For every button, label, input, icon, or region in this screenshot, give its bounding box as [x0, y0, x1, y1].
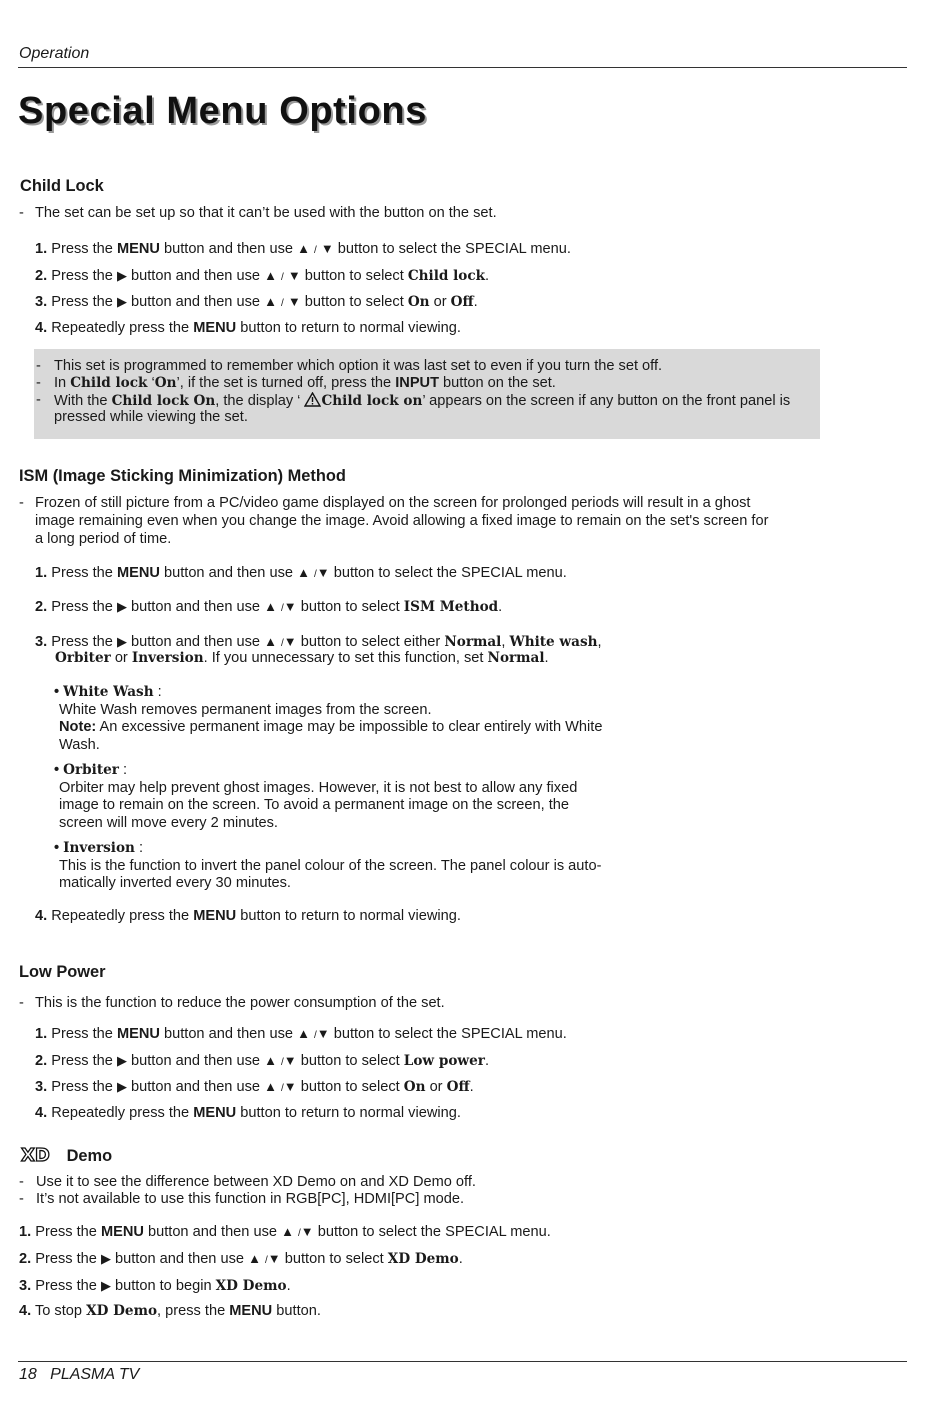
right-arrow-icon: ▶ — [100, 1251, 111, 1266]
step-number: 4. — [35, 1105, 48, 1121]
step-text: . — [485, 268, 490, 284]
menu-key-label: MENU — [116, 241, 160, 257]
down-arrow-icon: ▼ — [300, 1224, 314, 1239]
option-label: XD Demo — [215, 1278, 287, 1294]
slash-separator: / — [281, 298, 284, 309]
bullet-title: Inversion — [63, 840, 135, 856]
dash: - — [36, 392, 41, 408]
child-lock-step-1 — [35, 240, 571, 260]
step-text: button and then use — [126, 1079, 265, 1095]
up-arrow-icon: ▲ — [297, 241, 310, 256]
down-arrow-icon: ▼ — [283, 1053, 297, 1068]
step-text: button and then use — [126, 1053, 265, 1069]
xd-demo-heading-text: Demo — [66, 1147, 113, 1165]
note-text: button on the set. — [439, 375, 556, 391]
up-arrow-icon: ▲ — [264, 1053, 277, 1068]
step-text: button and then use — [159, 241, 298, 257]
right-arrow-icon: ▶ — [116, 599, 127, 614]
option-label: Child lock — [407, 268, 486, 284]
step-text: , — [597, 634, 602, 650]
step-text: To stop — [34, 1303, 87, 1319]
option-label: XD Demo — [86, 1303, 158, 1319]
low-power-step-2 — [35, 1052, 489, 1072]
dash: - — [19, 205, 24, 221]
step-text: button and then use — [143, 1224, 282, 1240]
step-text: Press the — [51, 634, 117, 650]
colon: : — [118, 762, 128, 778]
dash: - — [19, 1174, 24, 1190]
menu-key-label: MENU — [193, 1105, 237, 1121]
step-text: , — [501, 634, 510, 650]
option-label: Orbiter — [55, 650, 111, 666]
option-label: On — [407, 294, 430, 310]
option-label: XD Demo — [387, 1251, 459, 1267]
option-label: Off — [446, 1079, 470, 1095]
step-number: 1. — [19, 1224, 32, 1240]
step-number: 1. — [35, 1026, 48, 1042]
step-number: 3. — [35, 634, 48, 650]
step-number: 2. — [35, 1053, 48, 1069]
down-arrow-icon: ▼ — [283, 1079, 297, 1094]
step-text: button and then use — [159, 1026, 298, 1042]
child-lock-note-box — [34, 349, 820, 439]
step-text: Press the — [51, 565, 117, 581]
up-arrow-icon: ▲ — [281, 1224, 294, 1239]
dash: - — [36, 358, 41, 374]
right-arrow-icon: ▶ — [100, 1278, 111, 1293]
dash: - — [19, 495, 24, 511]
slash-separator: / — [281, 638, 284, 649]
slash-separator: / — [281, 1083, 284, 1094]
ism-intro-line: image remaining even when you change the image. Avoid allowing a fixed image to remain on the set's screen for — [35, 513, 769, 529]
down-arrow-icon: ▼ — [287, 294, 301, 309]
bullet-text: screen will move every 2 minutes. — [59, 814, 278, 831]
note-text: , the display ‘ — [215, 393, 305, 409]
note-text: ’ appears on the screen if any button on the front panel is — [422, 393, 791, 409]
xd-demo-heading — [20, 1146, 112, 1166]
down-arrow-icon: ▼ — [283, 599, 297, 614]
ism-step-3-line-2 — [55, 650, 549, 668]
ism-step-1 — [35, 564, 567, 584]
step-text: button and then use — [110, 1251, 249, 1267]
header-rule — [18, 67, 907, 68]
step-text: Repeatedly press the — [51, 1105, 194, 1121]
ism-step-4 — [35, 908, 461, 926]
step-text: button and then use — [131, 599, 265, 615]
bullet-text: White Wash removes permanent images from the screen. — [59, 701, 432, 718]
header-section-label: Operation — [19, 45, 90, 62]
bullet-inversion — [54, 840, 601, 893]
bullet-dot: • — [54, 840, 60, 856]
note-text: With the — [54, 393, 112, 409]
child-lock-step-3 — [35, 293, 478, 313]
up-arrow-icon: ▲ — [248, 1251, 261, 1266]
menu-key-label: MENU — [100, 1224, 144, 1240]
menu-key-label: MENU — [193, 908, 237, 924]
xd-demo-step-1 — [19, 1223, 551, 1243]
child-lock-step-4 — [35, 320, 461, 338]
dash: - — [19, 1191, 24, 1207]
bullet-title: White Wash — [63, 684, 154, 700]
step-text: or — [425, 1079, 447, 1095]
slash-separator: / — [298, 1228, 301, 1239]
option-label: ISM Method — [403, 599, 499, 615]
dash: - — [19, 995, 24, 1011]
slash-separator: / — [281, 272, 284, 283]
note-text: ‘ — [147, 375, 155, 391]
low-power-step-1 — [35, 1025, 567, 1045]
menu-key-label: MENU — [193, 320, 237, 336]
option-label: Child lock — [70, 375, 148, 391]
down-arrow-icon: ▼ — [283, 634, 297, 649]
down-arrow-icon: ▼ — [320, 241, 334, 256]
menu-key-label: MENU — [116, 1026, 160, 1042]
down-arrow-icon: ▼ — [316, 1026, 330, 1041]
xd-logo-icon — [20, 1146, 62, 1164]
step-text: button. — [272, 1303, 321, 1319]
step-text: button to select — [284, 1251, 388, 1267]
step-text: button and then use — [131, 634, 265, 650]
option-label: Off — [450, 294, 474, 310]
xd-demo-intro-text: It’s not available to use this function in RGB[PC], HDMI[PC] mode. — [36, 1191, 465, 1207]
bullet-text: An excessive permanent image may be impossible to clear entirely with White — [96, 719, 603, 735]
option-label: On — [403, 1079, 426, 1095]
step-text: . If you unnecessary to set this function, set — [203, 650, 488, 666]
xd-demo-step-2 — [19, 1250, 463, 1270]
step-text: . — [286, 1278, 291, 1294]
xd-demo-step-3 — [19, 1277, 291, 1296]
slash-separator: / — [281, 603, 284, 614]
down-arrow-icon: ▼ — [287, 268, 301, 283]
step-text: . — [458, 1251, 463, 1267]
menu-key-label: MENU — [229, 1303, 273, 1319]
slash-separator: / — [265, 1255, 268, 1266]
bullet-dot: • — [54, 684, 60, 700]
step-text: Press the — [51, 294, 117, 310]
step-number: 3. — [19, 1278, 32, 1294]
note-label: Note: — [59, 719, 97, 735]
xd-demo-step-4 — [19, 1303, 321, 1321]
ism-step-2 — [35, 598, 502, 618]
right-arrow-icon: ▶ — [116, 634, 127, 649]
up-arrow-icon: ▲ — [264, 268, 277, 283]
note-text: In — [54, 375, 71, 391]
step-text: Press the — [35, 1224, 101, 1240]
low-power-step-4 — [35, 1105, 461, 1123]
bullet-text: This is the function to invert the panel colour of the screen. The panel colour is auto- — [59, 857, 602, 874]
step-number: 3. — [35, 1079, 48, 1095]
menu-key-label: MENU — [116, 565, 160, 581]
option-label: Child lock on — [321, 393, 423, 409]
step-number: 4. — [35, 908, 48, 924]
step-text: button to select — [296, 599, 404, 615]
xd-demo-intro-text: Use it to see the difference between XD Demo on and XD Demo off. — [36, 1174, 476, 1190]
step-number: 2. — [19, 1251, 32, 1267]
low-power-step-3 — [35, 1078, 474, 1098]
colon: : — [134, 840, 144, 856]
note-line-4: pressed while viewing the set. — [54, 409, 248, 425]
input-key-label: INPUT — [395, 375, 439, 391]
option-label: On — [154, 375, 177, 391]
slash-separator: / — [281, 1057, 284, 1068]
option-label: Inversion — [131, 650, 204, 666]
step-number: 1. — [35, 565, 48, 581]
step-number: 4. — [35, 320, 48, 336]
bullet-orbiter — [54, 762, 577, 832]
step-text: button to begin — [110, 1278, 216, 1294]
step-text: button to return to normal viewing. — [236, 320, 461, 336]
bullet-text: Orbiter may help prevent ghost images. However, it is not best to allow any fixed — [59, 779, 578, 796]
step-text: button to select — [300, 294, 408, 310]
xd-logo-text: XD — [21, 1146, 50, 1164]
step-text: button to select either — [296, 634, 445, 650]
low-power-intro-text: This is the function to reduce the power consumption of the set. — [35, 995, 445, 1011]
child-lock-heading: Child Lock — [20, 177, 104, 195]
up-arrow-icon: ▲ — [264, 599, 277, 614]
down-arrow-icon: ▼ — [316, 565, 330, 580]
bullet-dot: • — [54, 762, 60, 778]
step-text: button and then use — [126, 268, 265, 284]
note-text: ’, if the set is turned off, press the — [176, 375, 396, 391]
step-text: button to select — [300, 1053, 404, 1069]
right-arrow-icon: ▶ — [116, 1079, 127, 1094]
bullet-title: Orbiter — [63, 762, 119, 778]
option-label: Normal — [444, 634, 502, 650]
step-text: Press the — [51, 1079, 117, 1095]
slash-separator: / — [314, 569, 317, 580]
step-text: button to return to normal viewing. — [236, 1105, 461, 1121]
step-text: button to select — [300, 1079, 404, 1095]
option-label: Child lock On — [111, 393, 216, 409]
right-arrow-icon: ▶ — [116, 1053, 127, 1068]
product-name: PLASMA TV — [50, 1366, 140, 1383]
footer — [19, 1366, 139, 1384]
step-text: Press the — [35, 1278, 101, 1294]
step-text: or — [110, 650, 132, 666]
page-title: Special Menu Options — [18, 90, 427, 132]
bullet-white-wash — [54, 684, 602, 754]
step-text: button to select the SPECIAL menu. — [317, 1224, 551, 1240]
step-text: Press the — [51, 1026, 117, 1042]
ism-intro-line: Frozen of still picture from a PC/video game displayed on the screen for prolonged periods will result in a ghost — [35, 495, 751, 511]
step-text: . — [498, 599, 503, 615]
step-number: 2. — [35, 268, 48, 284]
option-label: Normal — [487, 650, 545, 666]
ism-heading: ISM (Image Sticking Minimization) Method — [19, 467, 346, 485]
step-text: button and then use — [159, 565, 298, 581]
bullet-text: matically inverted every 30 minutes. — [59, 875, 291, 891]
right-arrow-icon: ▶ — [116, 268, 127, 283]
step-text: Press the — [35, 1251, 101, 1267]
step-text: button to return to normal viewing. — [236, 908, 461, 924]
down-arrow-icon: ▼ — [267, 1251, 281, 1266]
bullet-text: image to remain on the screen. To avoid a permanent image on the screen, the — [59, 797, 570, 813]
step-text: Repeatedly press the — [51, 908, 194, 924]
footer-rule — [18, 1361, 907, 1362]
step-text: . — [473, 294, 478, 310]
step-text: button and then use — [126, 294, 265, 310]
step-text: Press the — [51, 599, 117, 615]
step-text: Repeatedly press the — [51, 320, 194, 336]
warning-triangle-icon — [304, 392, 321, 407]
up-arrow-icon: ▲ — [297, 565, 310, 580]
slash-separator: / — [314, 1030, 317, 1041]
slash-separator: / — [314, 245, 317, 256]
up-arrow-icon: ▲ — [264, 634, 277, 649]
option-label: White wash — [509, 634, 598, 650]
step-text: button to select — [304, 268, 408, 284]
step-text: Press the — [51, 241, 117, 257]
step-text: button to select the SPECIAL menu. — [333, 565, 567, 581]
step-text: . — [544, 650, 549, 666]
note-text: This set is programmed to remember which option it was last set to even if you turn the set off. — [54, 358, 663, 374]
step-text: Press the — [51, 1053, 117, 1069]
step-number: 2. — [35, 599, 48, 615]
right-arrow-icon: ▶ — [116, 294, 127, 309]
step-text: , press the — [157, 1303, 230, 1319]
step-number: 3. — [35, 294, 48, 310]
step-text: . — [484, 1053, 489, 1069]
step-text: button to select the SPECIAL menu. — [337, 241, 571, 257]
up-arrow-icon: ▲ — [264, 294, 277, 309]
step-text: or — [429, 294, 451, 310]
page-number: 18 — [19, 1366, 37, 1383]
step-text: button to select the SPECIAL menu. — [333, 1026, 567, 1042]
child-lock-step-2 — [35, 267, 489, 287]
step-text: . — [469, 1079, 474, 1095]
child-lock-intro-text: The set can be set up so that it can’t be used with the button on the set. — [35, 205, 497, 221]
step-text: Press the — [51, 268, 117, 284]
ism-intro-line: a long period of time. — [35, 531, 172, 547]
step-number: 4. — [19, 1303, 32, 1319]
up-arrow-icon: ▲ — [264, 1079, 277, 1094]
colon: : — [153, 684, 162, 700]
step-number: 1. — [35, 241, 48, 257]
dash: - — [36, 375, 41, 391]
low-power-heading: Low Power — [19, 963, 106, 981]
up-arrow-icon: ▲ — [297, 1026, 310, 1041]
bullet-text: Wash. — [59, 736, 100, 753]
option-label: Low power — [403, 1053, 485, 1069]
